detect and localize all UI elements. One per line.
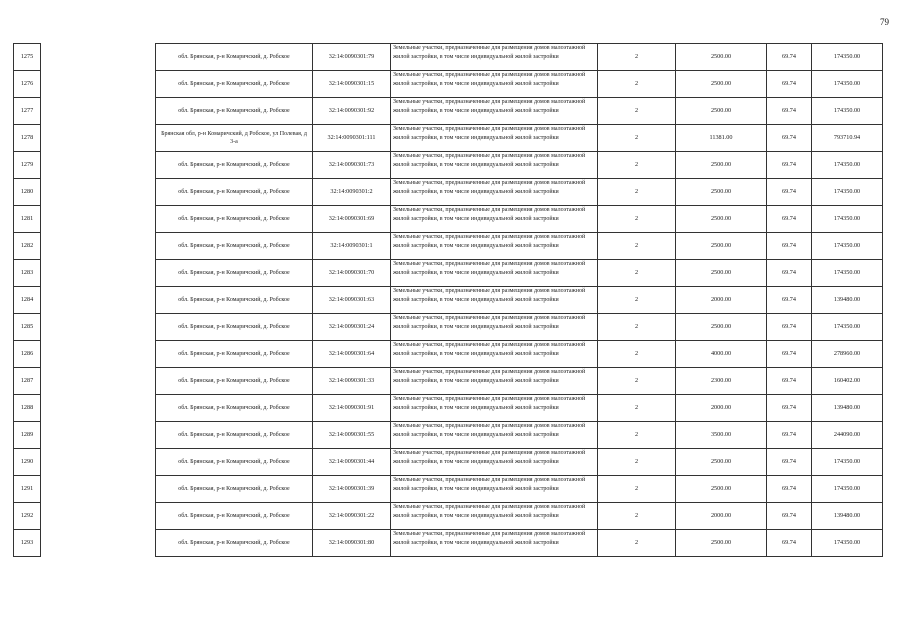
area-cell: 2000.00 [676,503,767,530]
table-row [14,71,883,98]
cadastral-value-cell: 174350.00 [812,152,883,179]
cadastral-value-cell: 793710.94 [812,125,883,152]
area-cell: 11381.00 [676,125,767,152]
blank-column [41,422,156,449]
blank-column [41,206,156,233]
table-row [14,44,883,71]
page-number: 79 [880,17,889,27]
rate-cell: 69.74 [767,71,812,98]
row-number: 1293 [14,530,41,557]
cadastral-number-cell: 32:14:0090301:80 [313,530,391,557]
cadastral-value-cell: 174350.00 [812,98,883,125]
rate-cell: 69.74 [767,98,812,125]
cadastral-number-cell: 32:14:0090301:63 [313,287,391,314]
table-row [14,287,883,314]
cadastral-value-cell: 174350.00 [812,260,883,287]
row-number: 1276 [14,71,41,98]
rate-cell: 69.74 [767,341,812,368]
table-row [14,98,883,125]
category-cell: 2 [598,206,676,233]
blank-column [41,233,156,260]
land-plots-table [13,43,883,557]
area-cell: 2000.00 [676,287,767,314]
category-cell: 2 [598,314,676,341]
cadastral-number-cell: 32:14:0090301:33 [313,368,391,395]
blank-column [41,152,156,179]
blank-column [41,530,156,557]
category-cell: 2 [598,287,676,314]
category-cell: 2 [598,503,676,530]
cadastral-number-cell: 32:14:0090301:22 [313,503,391,530]
cadastral-value-cell: 174350.00 [812,179,883,206]
blank-column [41,449,156,476]
blank-column [41,314,156,341]
blank-column [41,503,156,530]
table-body [14,44,883,557]
area-cell: 2500.00 [676,71,767,98]
area-cell: 2500.00 [676,476,767,503]
cadastral-value-cell: 278960.00 [812,341,883,368]
area-cell: 2000.00 [676,395,767,422]
table-row [14,179,883,206]
blank-column [41,287,156,314]
area-cell: 2500.00 [676,314,767,341]
area-cell: 2300.00 [676,368,767,395]
address-cell: обл. Брянская, р-н Комаричский, д. Робское [156,530,313,557]
cadastral-value-cell: 174350.00 [812,530,883,557]
area-cell: 2500.00 [676,260,767,287]
cadastral-number-cell: 32:14:0090301:111 [313,125,391,152]
address-cell: обл. Брянская, р-н Комаричский, д. Робское [156,44,313,71]
cadastral-number-cell: 32:14:0090301:24 [313,314,391,341]
address-cell: обл. Брянская, р-н Комаричский, д. Робское [156,395,313,422]
category-cell: 2 [598,260,676,287]
rate-cell: 69.74 [767,422,812,449]
cadastral-value-cell: 174350.00 [812,206,883,233]
table-row [14,530,883,557]
category-cell: 2 [598,233,676,260]
area-cell: 4000.00 [676,341,767,368]
cadastral-number-cell: 32:14:0090301:79 [313,44,391,71]
address-cell: обл. Брянская, р-н Комаричский, д. Робское [156,233,313,260]
cadastral-number-cell: 32:14:0090301:91 [313,395,391,422]
land-use-cell: Земельные участки, предназначенные для размещения домов малоэтажной жилой застройки, в том числе индивидуальной жилой застройки [391,395,598,422]
cadastral-value-cell: 174350.00 [812,314,883,341]
cadastral-value-cell: 244090.00 [812,422,883,449]
row-number: 1287 [14,368,41,395]
address-cell: обл. Брянская, р-н Комаричский, д. Робское [156,287,313,314]
rate-cell: 69.74 [767,44,812,71]
blank-column [41,71,156,98]
table-row [14,395,883,422]
rate-cell: 69.74 [767,233,812,260]
category-cell: 2 [598,71,676,98]
rate-cell: 69.74 [767,287,812,314]
table-row [14,476,883,503]
land-use-cell: Земельные участки, предназначенные для размещения домов малоэтажной жилой застройки, в том числе индивидуальной жилой застройки [391,179,598,206]
cadastral-number-cell: 32:14:0090301:39 [313,476,391,503]
table-row [14,260,883,287]
blank-column [41,44,156,71]
blank-column [41,341,156,368]
cadastral-number-cell: 32:14:0090301:92 [313,98,391,125]
rate-cell: 69.74 [767,449,812,476]
land-use-cell: Земельные участки, предназначенные для размещения домов малоэтажной жилой застройки, в том числе индивидуальной жилой застройки [391,476,598,503]
address-cell: обл. Брянская, р-н Комаричский, д. Робское [156,449,313,476]
address-cell: обл. Брянская, р-н Комаричский, д. Робское [156,206,313,233]
row-number: 1285 [14,314,41,341]
land-use-cell: Земельные участки, предназначенные для размещения домов малоэтажной жилой застройки, в том числе индивидуальной жилой застройки [391,503,598,530]
land-use-cell: Земельные участки, предназначенные для размещения домов малоэтажной жилой застройки, в том числе индивидуальной жилой застройки [391,422,598,449]
address-cell: обл. Брянская, р-н Комаричский, д. Робское [156,98,313,125]
category-cell: 2 [598,44,676,71]
category-cell: 2 [598,125,676,152]
row-number: 1281 [14,206,41,233]
cadastral-value-cell: 174350.00 [812,233,883,260]
row-number: 1289 [14,422,41,449]
row-number: 1278 [14,125,41,152]
table-row [14,206,883,233]
cadastral-number-cell: 32:14:0090301:55 [313,422,391,449]
address-cell: обл. Брянская, р-н Комаричский, д. Робское [156,503,313,530]
land-use-cell: Земельные участки, предназначенные для размещения домов малоэтажной жилой застройки, в том числе индивидуальной жилой застройки [391,98,598,125]
land-use-cell: Земельные участки, предназначенные для размещения домов малоэтажной жилой застройки, в том числе индивидуальной жилой застройки [391,44,598,71]
category-cell: 2 [598,422,676,449]
address-cell: Брянская обл, р-н Комаричский, д Робское, ул Полевая, д 3-а [156,125,313,152]
land-use-cell: Земельные участки, предназначенные для размещения домов малоэтажной жилой застройки, в том числе индивидуальной жилой застройки [391,71,598,98]
rate-cell: 69.74 [767,503,812,530]
land-use-cell: Земельные участки, предназначенные для размещения домов малоэтажной жилой застройки, в том числе индивидуальной жилой застройки [391,287,598,314]
rate-cell: 69.74 [767,368,812,395]
row-number: 1292 [14,503,41,530]
category-cell: 2 [598,368,676,395]
address-cell: обл. Брянская, р-н Комаричский, д. Робское [156,368,313,395]
address-cell: обл. Брянская, р-н Комаричский, д. Робское [156,341,313,368]
area-cell: 2500.00 [676,152,767,179]
table-row [14,449,883,476]
row-number: 1291 [14,476,41,503]
rate-cell: 69.74 [767,530,812,557]
blank-column [41,179,156,206]
cadastral-value-cell: 139480.00 [812,395,883,422]
cadastral-value-cell: 174350.00 [812,71,883,98]
area-cell: 2500.00 [676,206,767,233]
blank-column [41,395,156,422]
cadastral-number-cell: 32:14:0090301:64 [313,341,391,368]
cadastral-number-cell: 32:14:0090301:2 [313,179,391,206]
rate-cell: 69.74 [767,314,812,341]
cadastral-number-cell: 32:14:0090301:69 [313,206,391,233]
cadastral-value-cell: 174350.00 [812,44,883,71]
table-row [14,341,883,368]
cadastral-number-cell: 32:14:0090301:15 [313,71,391,98]
rate-cell: 69.74 [767,125,812,152]
category-cell: 2 [598,98,676,125]
table-row [14,233,883,260]
table-row [14,368,883,395]
address-cell: обл. Брянская, р-н Комаричский, д. Робское [156,179,313,206]
land-use-cell: Земельные участки, предназначенные для размещения домов малоэтажной жилой застройки, в том числе индивидуальной жилой застройки [391,530,598,557]
row-number: 1280 [14,179,41,206]
rate-cell: 69.74 [767,476,812,503]
category-cell: 2 [598,449,676,476]
land-use-cell: Земельные участки, предназначенные для размещения домов малоэтажной жилой застройки, в том числе индивидуальной жилой застройки [391,449,598,476]
address-cell: обл. Брянская, р-н Комаричский, д. Робское [156,71,313,98]
blank-column [41,260,156,287]
land-use-cell: Земельные участки, предназначенные для размещения домов малоэтажной жилой застройки, в том числе индивидуальной жилой застройки [391,125,598,152]
area-cell: 3500.00 [676,422,767,449]
area-cell: 2500.00 [676,44,767,71]
land-use-cell: Земельные участки, предназначенные для размещения домов малоэтажной жилой застройки, в том числе индивидуальной жилой застройки [391,260,598,287]
category-cell: 2 [598,179,676,206]
rate-cell: 69.74 [767,206,812,233]
area-cell: 2500.00 [676,530,767,557]
cadastral-number-cell: 32:14:0090301:73 [313,152,391,179]
area-cell: 2500.00 [676,449,767,476]
land-use-cell: Земельные участки, предназначенные для размещения домов малоэтажной жилой застройки, в том числе индивидуальной жилой застройки [391,152,598,179]
cadastral-value-cell: 174350.00 [812,449,883,476]
cadastral-number-cell: 32:14:0090301:70 [313,260,391,287]
area-cell: 2500.00 [676,98,767,125]
area-cell: 2500.00 [676,179,767,206]
land-use-cell: Земельные участки, предназначенные для размещения домов малоэтажной жилой застройки, в том числе индивидуальной жилой застройки [391,368,598,395]
rate-cell: 69.74 [767,260,812,287]
row-number: 1290 [14,449,41,476]
blank-column [41,125,156,152]
row-number: 1283 [14,260,41,287]
address-cell: обл. Брянская, р-н Комаричский, д. Робское [156,152,313,179]
address-cell: обл. Брянская, р-н Комаричский, д. Робское [156,260,313,287]
category-cell: 2 [598,152,676,179]
cadastral-value-cell: 160402.00 [812,368,883,395]
address-cell: обл. Брянская, р-н Комаричский, д. Робское [156,476,313,503]
address-cell: обл. Брянская, р-н Комаричский, д. Робское [156,422,313,449]
cadastral-number-cell: 32:14:0090301:44 [313,449,391,476]
row-number: 1288 [14,395,41,422]
cadastral-number-cell: 32:14:0090301:1 [313,233,391,260]
table-row [14,422,883,449]
cadastral-value-cell: 139480.00 [812,503,883,530]
table-row [14,503,883,530]
blank-column [41,98,156,125]
land-use-cell: Земельные участки, предназначенные для размещения домов малоэтажной жилой застройки, в том числе индивидуальной жилой застройки [391,341,598,368]
row-number: 1286 [14,341,41,368]
table-row [14,152,883,179]
land-use-cell: Земельные участки, предназначенные для размещения домов малоэтажной жилой застройки, в том числе индивидуальной жилой застройки [391,233,598,260]
category-cell: 2 [598,476,676,503]
rate-cell: 69.74 [767,152,812,179]
area-cell: 2500.00 [676,233,767,260]
row-number: 1282 [14,233,41,260]
land-use-cell: Земельные участки, предназначенные для размещения домов малоэтажной жилой застройки, в том числе индивидуальной жилой застройки [391,206,598,233]
rate-cell: 69.74 [767,395,812,422]
cadastral-value-cell: 174350.00 [812,476,883,503]
category-cell: 2 [598,395,676,422]
table-row [14,125,883,152]
row-number: 1284 [14,287,41,314]
row-number: 1279 [14,152,41,179]
table-row [14,314,883,341]
blank-column [41,368,156,395]
address-cell: обл. Брянская, р-н Комаричский, д. Робское [156,314,313,341]
blank-column [41,476,156,503]
category-cell: 2 [598,530,676,557]
rate-cell: 69.74 [767,179,812,206]
land-use-cell: Земельные участки, предназначенные для размещения домов малоэтажной жилой застройки, в том числе индивидуальной жилой застройки [391,314,598,341]
row-number: 1277 [14,98,41,125]
row-number: 1275 [14,44,41,71]
category-cell: 2 [598,341,676,368]
cadastral-value-cell: 139480.00 [812,287,883,314]
